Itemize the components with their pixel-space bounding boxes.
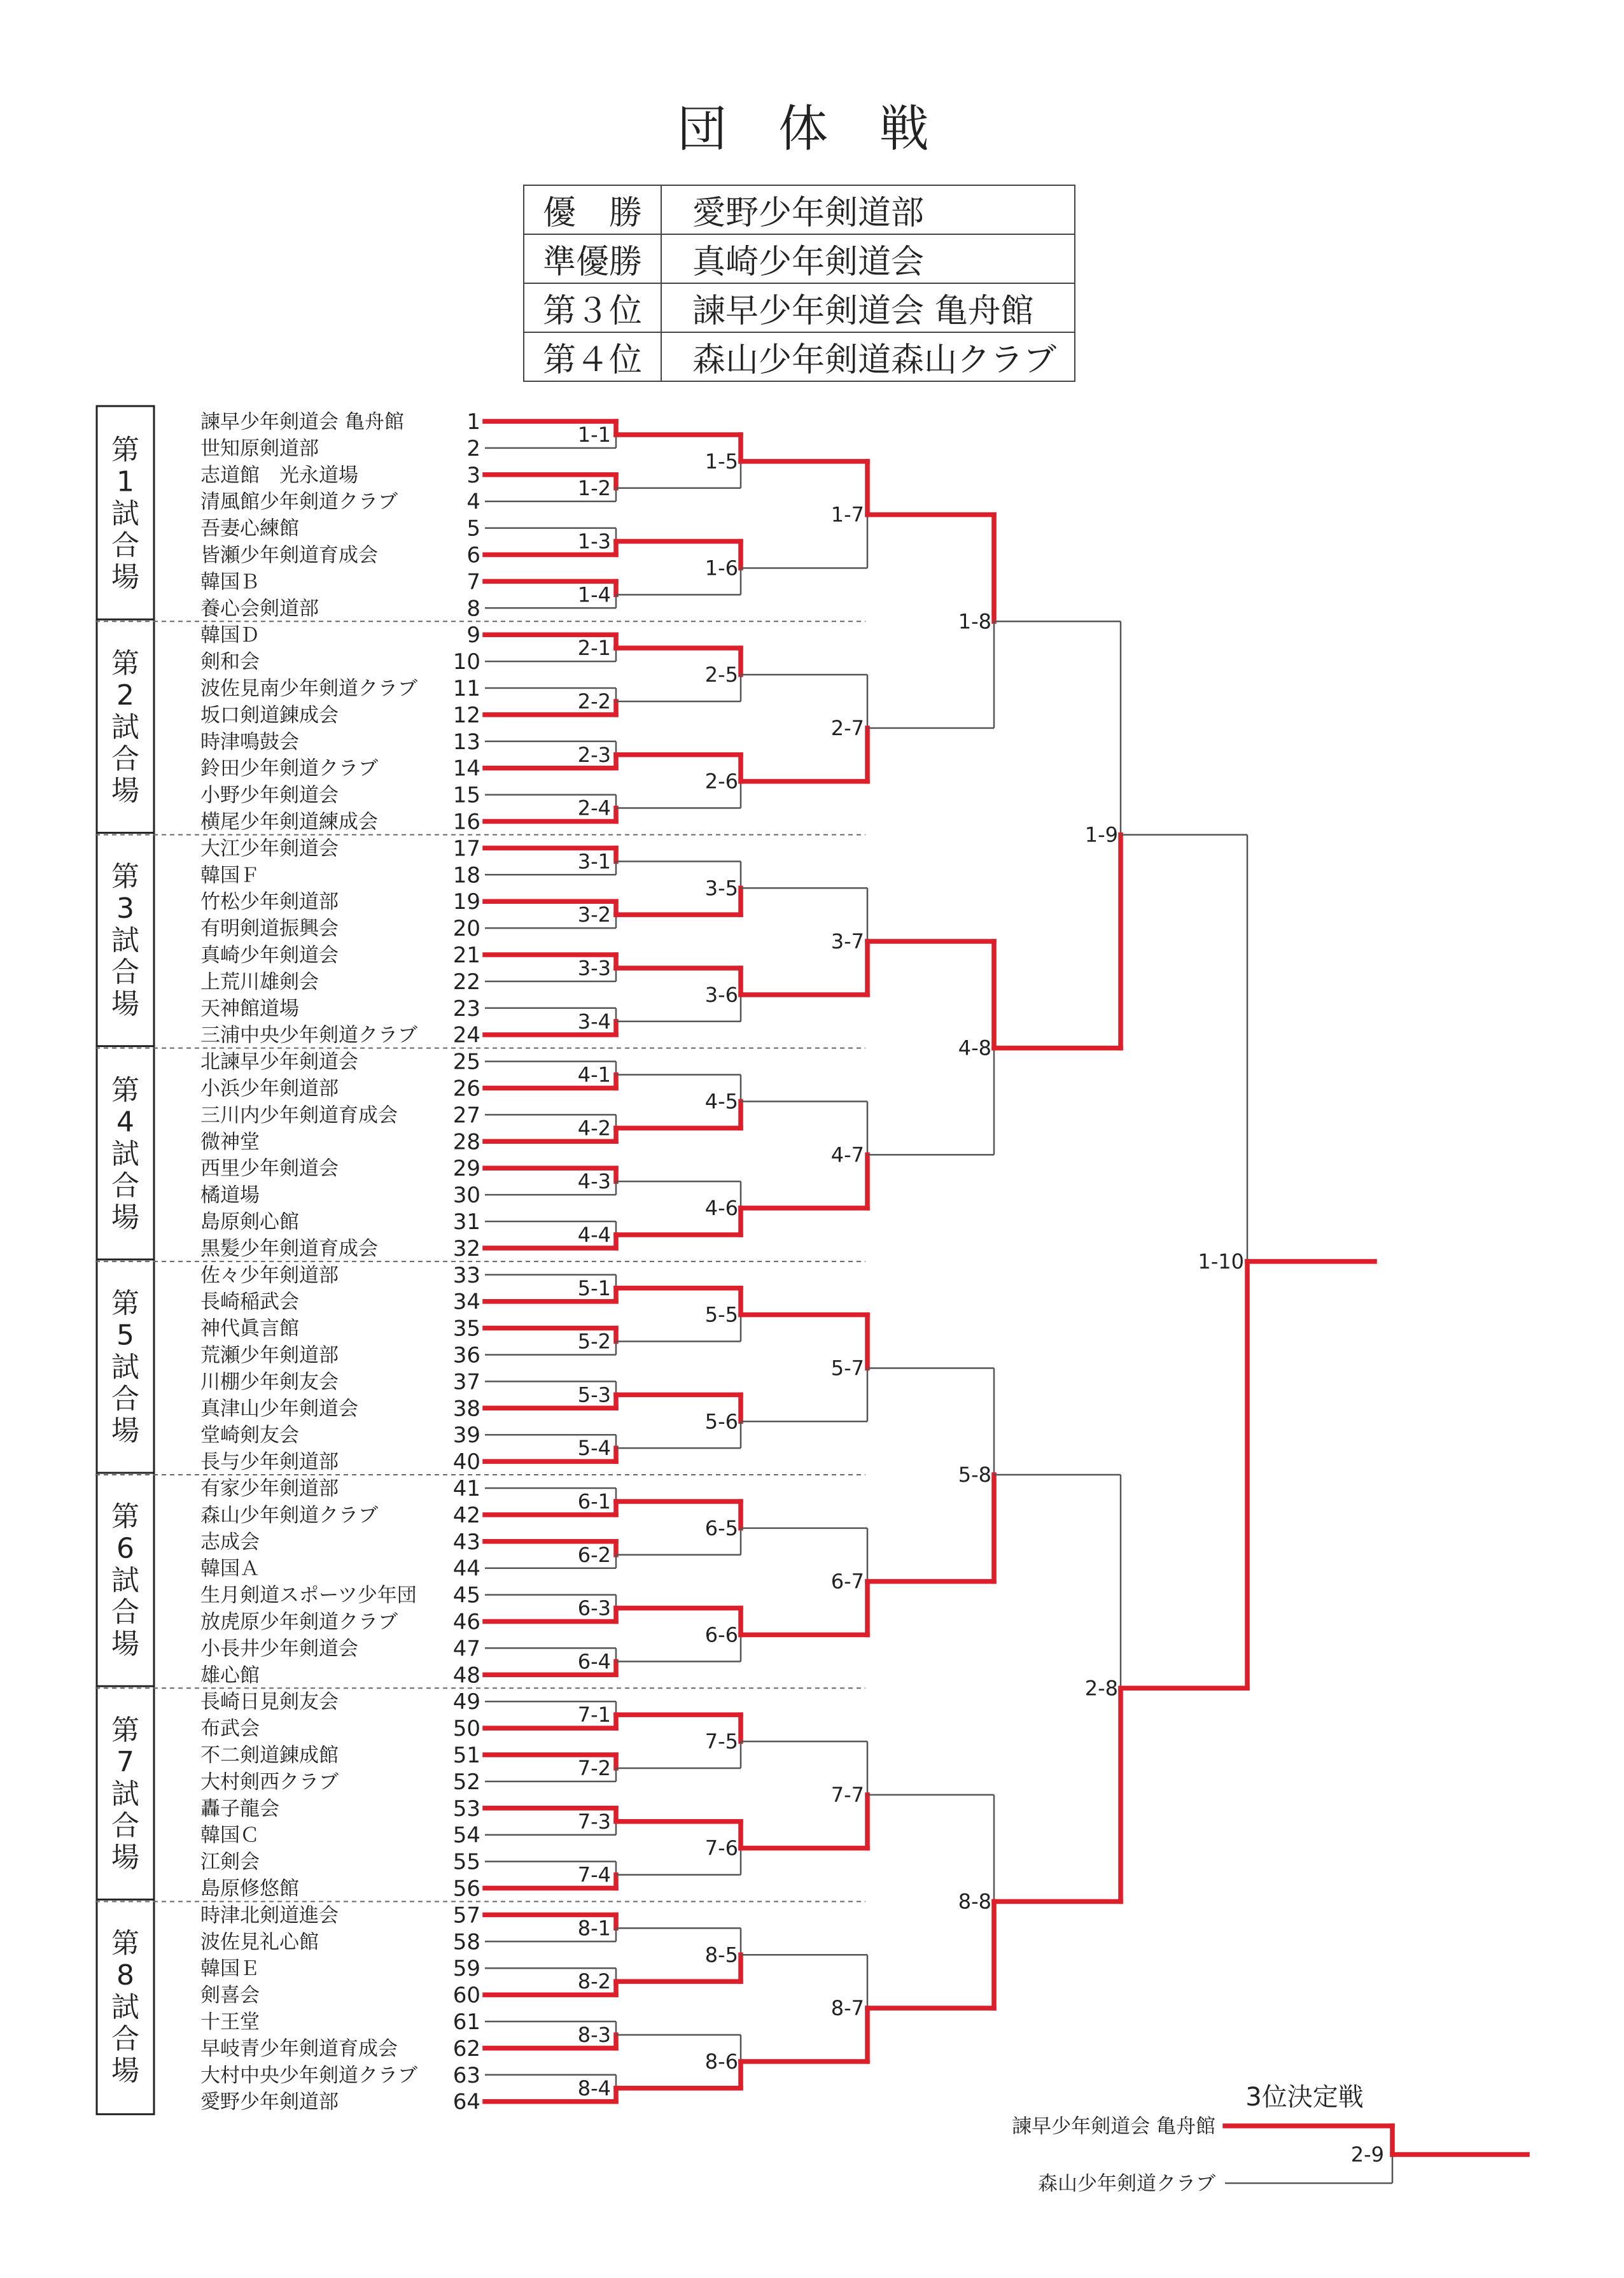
team-name: 三浦中央少年剣道クラブ (200, 1023, 417, 1047)
team-name: 諫早少年剣道会 亀舟館 (200, 411, 404, 433)
result-rank: 優 勝 (524, 185, 661, 234)
match-label: 4-2 (577, 1116, 611, 1141)
team-number: 10 (452, 649, 480, 675)
team-number: 11 (452, 676, 480, 701)
match-label: 4-4 (577, 1222, 611, 1247)
court-label-char: 4 (116, 1106, 134, 1139)
court-label-char: 合 (111, 956, 139, 989)
match-label: 8-2 (577, 1969, 611, 1994)
match-label: 2-3 (577, 742, 611, 767)
team-number: 60 (452, 1983, 480, 2009)
team-name: 韓国Ｄ (200, 624, 260, 647)
team-number: 62 (452, 2035, 480, 2062)
result-team: 森山少年剣道森山クラブ (661, 332, 1075, 381)
team-number: 45 (452, 1582, 480, 1608)
court-label-char: 第 (111, 647, 139, 680)
team-number: 1 (466, 409, 480, 435)
team-name: 韓国Ｃ (200, 1824, 260, 1847)
match-label: 1-7 (830, 502, 864, 527)
result-rank: 第３位 (524, 283, 661, 332)
team-number: 29 (452, 1156, 480, 1182)
court-label-char: 1 (116, 465, 134, 498)
court-label-char: 7 (116, 1745, 134, 1778)
team-name: 横尾少年剣道練成会 (200, 810, 378, 834)
court-label-char: 場 (111, 561, 139, 594)
team-number: 7 (466, 569, 480, 595)
team-name: 橘道場 (200, 1184, 260, 1207)
match-label: 4-1 (577, 1062, 611, 1087)
match-label: 8-4 (577, 2076, 611, 2100)
match-label: 8-3 (577, 2022, 611, 2047)
team-name: 清風館少年剣道クラブ (200, 490, 398, 514)
court-label-char: 合 (111, 2023, 139, 2056)
team-number: 41 (452, 1476, 480, 1501)
team-number: 15 (452, 782, 480, 808)
team-name: 島原修悠館 (200, 1877, 299, 1901)
result-rank: 第４位 (524, 332, 661, 381)
team-name: 放虎原少年剣道クラブ (200, 1610, 398, 1634)
match-label: 7-7 (830, 1782, 864, 1807)
match-label: 2-1 (577, 636, 611, 661)
team-number: 13 (452, 729, 480, 755)
team-name: 長崎稲武会 (200, 1290, 299, 1314)
team-number: 63 (452, 2062, 480, 2088)
match-label: 5-3 (577, 1382, 611, 1407)
team-number: 2 (466, 435, 480, 461)
court-label-char: 場 (111, 2055, 139, 2088)
court-label-char: 試 (111, 1564, 139, 1597)
team-name: 小浜少年剣道部 (200, 1077, 339, 1100)
team-number: 47 (452, 1636, 480, 1662)
team-number: 43 (452, 1529, 480, 1555)
team-name: 島原剣心館 (200, 1211, 299, 1234)
result-team: 諫早少年剣道会 亀舟館 (661, 283, 1075, 332)
court-label-char: 3 (116, 892, 134, 925)
result-team: 真崎少年剣道会 (661, 234, 1075, 283)
team-number: 53 (452, 1796, 480, 1822)
court-label-char: 5 (116, 1319, 134, 1352)
court-label-char: 場 (111, 774, 139, 807)
match-label: 3-4 (577, 1009, 611, 1034)
team-number: 20 (452, 916, 480, 942)
match-label: 3-5 (704, 876, 738, 901)
team-name: 大村剣西クラブ (200, 1770, 339, 1794)
match-label: 4-3 (577, 1169, 611, 1194)
match-label: 4-7 (830, 1143, 864, 1167)
team-number: 30 (452, 1183, 480, 1209)
team-number: 59 (452, 1956, 480, 1982)
team-number: 56 (452, 1876, 480, 1902)
match-label: 3-3 (577, 955, 611, 980)
match-label: 1-5 (704, 449, 738, 474)
team-name: 長与少年剣道部 (200, 1451, 339, 1474)
match-label: 3-6 (704, 982, 738, 1007)
court-label-char: 場 (111, 1414, 139, 1447)
court-label-char: 第 (111, 1927, 139, 1960)
match-label: 1-6 (704, 556, 738, 580)
team-name: 大江少年剣道会 (200, 837, 339, 861)
team-number: 64 (452, 2089, 480, 2115)
match-label: 6-7 (830, 1569, 864, 1594)
team-name: 坂口剣道錬成会 (200, 703, 339, 727)
team-number: 55 (452, 1849, 480, 1875)
court-label-char: 合 (111, 1596, 139, 1629)
team-number: 28 (452, 1129, 480, 1155)
match-label: 2-6 (704, 769, 738, 794)
match-label: 6-4 (577, 1649, 611, 1674)
court-label-char: 試 (111, 924, 139, 957)
team-name: 轟子龍会 (200, 1797, 279, 1820)
match-label: 3-7 (830, 929, 864, 954)
team-name: 有明剣道振興会 (200, 917, 339, 941)
team-name: 養心会剣道部 (200, 597, 319, 621)
court-label-char: 場 (111, 988, 139, 1021)
match-label: 5-2 (577, 1329, 611, 1354)
team-number: 33 (452, 1262, 480, 1288)
team-number: 52 (452, 1769, 480, 1795)
match-label: 7-4 (577, 1862, 611, 1887)
court-label-char: 場 (111, 1841, 139, 1874)
team-name: 鈴田少年剣道クラブ (200, 757, 378, 780)
match-label: 1-3 (577, 529, 611, 554)
team-number: 49 (452, 1689, 480, 1715)
match-label: 6-5 (704, 1515, 738, 1540)
court-label-char: 第 (111, 433, 139, 467)
match-label: 5-5 (704, 1302, 738, 1327)
team-number: 50 (452, 1716, 480, 1742)
court-label-char: 試 (111, 710, 139, 743)
team-name: 雄心館 (200, 1664, 260, 1687)
team-name: 小野少年剣道会 (200, 784, 339, 807)
team-number: 42 (452, 1502, 480, 1528)
team-name: 志成会 (200, 1530, 260, 1554)
team-number: 14 (452, 756, 480, 782)
team-name: 佐々少年剣道部 (200, 1263, 339, 1287)
team-number: 24 (452, 1022, 480, 1048)
team-number: 12 (452, 702, 480, 728)
team-name: 世知原剣道部 (200, 437, 319, 460)
match-label: 4-5 (704, 1089, 738, 1114)
match-label: 8-7 (830, 1996, 864, 2021)
team-name: 剣喜会 (200, 1984, 260, 2007)
court-label-char: 試 (111, 1777, 139, 1810)
court-label-char: 第 (111, 1713, 139, 1747)
third-place-team: 諫早少年剣道会 亀舟館 (1012, 2115, 1215, 2138)
team-number: 40 (452, 1449, 480, 1475)
team-number: 25 (452, 1049, 480, 1075)
team-name: 大村中央少年剣道クラブ (200, 2064, 417, 2087)
team-number: 38 (452, 1396, 480, 1422)
page-title: 団 体 戦 (677, 101, 947, 158)
team-name: 荒瀬少年剣道部 (200, 1344, 339, 1367)
team-name: 志道館 光永道場 (200, 463, 358, 487)
team-number: 61 (452, 2009, 480, 2035)
team-number: 8 (466, 596, 480, 622)
match-label: 6-2 (577, 1542, 611, 1567)
team-name: 江剣会 (200, 1850, 260, 1874)
team-number: 36 (452, 1342, 480, 1368)
team-name: 韓国Ｆ (200, 864, 260, 887)
court-label-char: 場 (111, 1201, 139, 1234)
team-name: 韓国Ｅ (200, 1957, 260, 1981)
team-number: 31 (452, 1209, 480, 1235)
court-label-char: 場 (111, 1628, 139, 1661)
team-name: 真津山少年剣道会 (200, 1397, 358, 1421)
match-label: 2-8 (1084, 1676, 1118, 1701)
match-label: 1-9 (1084, 822, 1118, 847)
match-label: 2-4 (577, 796, 611, 820)
team-number: 44 (452, 1556, 480, 1582)
match-label: 3-1 (577, 849, 611, 874)
team-name: 黒髪少年剣道育成会 (200, 1237, 378, 1260)
court-label-char: 第 (111, 1074, 139, 1107)
team-number: 58 (452, 1929, 480, 1955)
team-number: 6 (466, 542, 480, 568)
court-label-char: 試 (111, 497, 139, 530)
team-number: 17 (452, 836, 480, 862)
team-name: 天神館道場 (200, 997, 299, 1020)
court-label-char: 試 (111, 1137, 139, 1171)
team-number: 32 (452, 1235, 480, 1262)
team-number: 21 (452, 943, 480, 968)
team-name: 神代眞言館 (200, 1317, 299, 1340)
team-name: 真崎少年剣道会 (200, 944, 339, 967)
team-name: 時津北剣道進会 (200, 1904, 339, 1927)
team-number: 23 (452, 995, 480, 1022)
court-label-char: 試 (111, 1991, 139, 2024)
court-label-char: 合 (111, 742, 139, 775)
court-label-char: 合 (111, 529, 139, 562)
team-name: 竹松少年剣道部 (200, 890, 339, 914)
team-name: 韓国Ｂ (200, 570, 260, 594)
team-name: 川棚少年剣友会 (200, 1370, 339, 1394)
match-label: 5-7 (830, 1356, 864, 1381)
match-label: 1-2 (577, 475, 611, 500)
team-name: 波佐見礼心館 (200, 1930, 319, 1954)
team-number: 35 (452, 1316, 480, 1342)
team-name: 三川内少年剣道育成会 (200, 1104, 398, 1127)
match-label: 5-6 (704, 1409, 738, 1434)
match-label: 7-5 (704, 1729, 738, 1754)
team-number: 18 (452, 862, 480, 889)
match-label: 4-8 (958, 1036, 991, 1060)
team-number: 9 (466, 622, 480, 649)
team-number: 22 (452, 969, 480, 995)
team-number: 51 (452, 1743, 480, 1768)
third-place-title: 3位決定戦 (1245, 2083, 1364, 2112)
team-number: 39 (452, 1423, 480, 1449)
match-label: 1-8 (958, 609, 991, 634)
match-label: 8-6 (704, 2049, 738, 2074)
team-number: 48 (452, 1663, 480, 1689)
team-name: 北諫早少年剣道会 (200, 1050, 358, 1074)
match-label: 2-9 (1350, 2142, 1384, 2167)
team-number: 34 (452, 1289, 480, 1315)
match-label: 7-6 (704, 1836, 738, 1860)
team-name: 早岐青少年剣道育成会 (200, 2037, 398, 2060)
team-name: 不二剣道錬成館 (200, 1744, 339, 1767)
team-name: 布武会 (200, 1717, 260, 1741)
court-label-char: 8 (116, 1959, 134, 1992)
court-label-char: 6 (116, 1532, 134, 1565)
match-label: 7-1 (577, 1703, 611, 1727)
team-name: 西里少年剣道会 (200, 1157, 339, 1181)
team-name: 剣和会 (200, 650, 260, 674)
team-number: 19 (452, 889, 480, 915)
team-number: 57 (452, 1902, 480, 1929)
match-label: 5-8 (958, 1463, 991, 1487)
match-label: 8-5 (704, 1943, 738, 1967)
court-label-char: 合 (111, 1809, 139, 1842)
team-name: 皆瀬少年剣道育成会 (200, 544, 378, 567)
team-name: 韓国Ａ (200, 1557, 260, 1580)
result-rank: 準優勝 (524, 234, 661, 283)
court-label-char: 合 (111, 1382, 139, 1416)
team-number: 16 (452, 809, 480, 835)
team-name: 長崎日見剣友会 (200, 1691, 339, 1714)
match-label: 8-8 (958, 1889, 991, 1914)
match-label: 4-6 (704, 1196, 738, 1221)
team-number: 5 (466, 516, 480, 542)
team-name: 生月剣道スポーツ少年団 (200, 1584, 417, 1607)
team-number: 37 (452, 1369, 480, 1395)
court-label-char: 第 (111, 1287, 139, 1320)
match-label: 2-5 (704, 663, 738, 687)
team-number: 46 (452, 1609, 480, 1635)
match-label: 2-2 (577, 689, 611, 714)
match-label: 6-1 (577, 1489, 611, 1514)
team-number: 26 (452, 1076, 480, 1102)
team-number: 27 (452, 1102, 480, 1128)
match-label: 6-3 (577, 1596, 611, 1621)
match-label: 7-2 (577, 1755, 611, 1780)
match-label: 1-4 (577, 582, 611, 607)
team-name: 十王堂 (200, 2011, 260, 2034)
match-label: 8-1 (577, 1916, 611, 1941)
match-label: 5-4 (577, 1436, 611, 1461)
team-name: 小長井少年剣道会 (200, 1637, 358, 1661)
match-label: 3-2 (577, 903, 611, 927)
team-name: 愛野少年剣道部 (200, 2090, 339, 2114)
match-label: 6-6 (704, 1622, 738, 1647)
team-number: 4 (466, 489, 480, 515)
court-label-char: 第 (111, 1500, 139, 1533)
third-place-team: 森山少年剣道クラブ (1038, 2172, 1215, 2195)
match-label: 5-1 (577, 1276, 611, 1300)
court-label-char: 2 (116, 678, 134, 712)
court-label-char: 試 (111, 1351, 139, 1384)
team-name: 微神堂 (200, 1130, 260, 1154)
team-name: 有家少年剣道部 (200, 1477, 339, 1500)
team-name: 吾妻心練館 (200, 517, 299, 540)
match-label: 1-10 (1198, 1249, 1244, 1274)
match-label: 2-7 (830, 715, 864, 740)
court-label-char: 合 (111, 1169, 139, 1202)
court-label-char: 第 (111, 861, 139, 894)
match-label: 7-3 (577, 1809, 611, 1834)
team-name: 時津鳴鼓会 (200, 730, 299, 754)
team-name: 森山少年剣道クラブ (200, 1503, 378, 1527)
team-name: 堂崎剣友会 (200, 1424, 299, 1447)
match-label: 1-1 (577, 422, 611, 447)
team-name: 波佐見南少年剣道クラブ (200, 677, 417, 700)
team-number: 3 (466, 462, 480, 488)
team-number: 54 (452, 1822, 480, 1848)
team-name: 上荒川雄剣会 (200, 970, 319, 994)
result-team: 愛野少年剣道部 (661, 185, 1075, 234)
